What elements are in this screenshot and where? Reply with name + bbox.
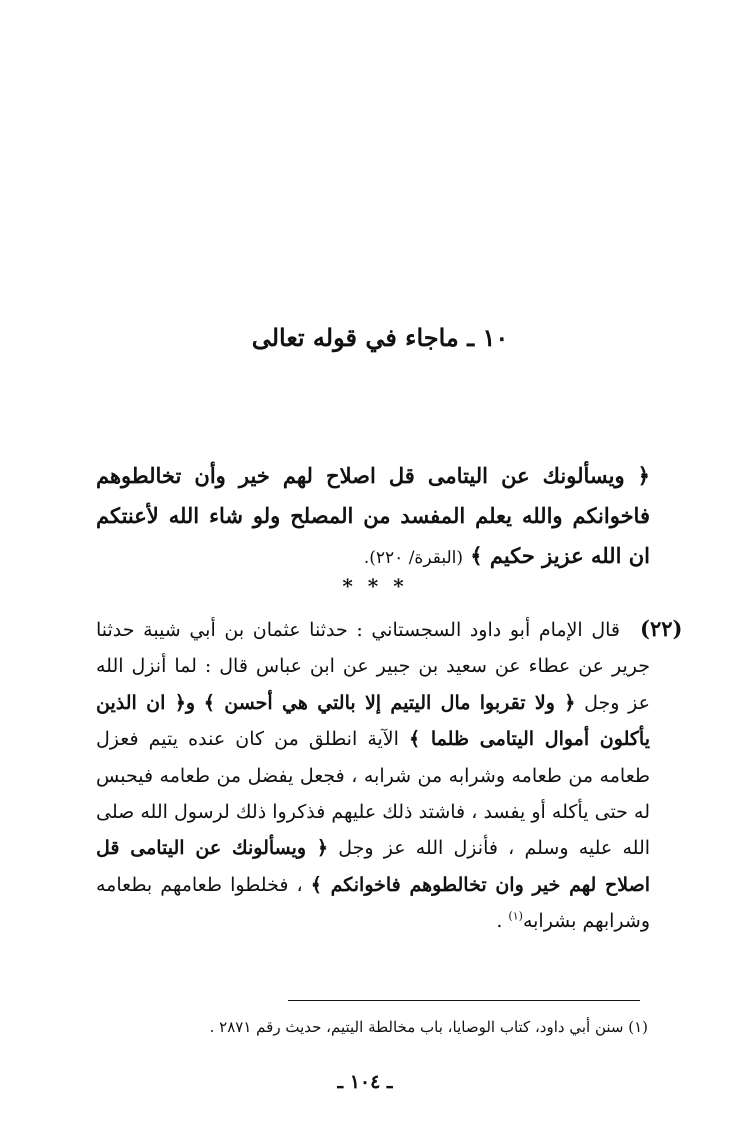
hadith-final: طعامهم بطعامه وشرابهم بشرابه	[96, 873, 650, 933]
hadith-conjunction: و	[185, 691, 196, 714]
section-separator: * * *	[342, 574, 408, 598]
footnote: (١) سنن أبي داود، كتاب الوصايا، باب مخالطة اليتيم، حديث رقم ٢٨٧١ .	[209, 1018, 648, 1036]
verse-reference: (البقرة/ ٢٢٠).	[363, 548, 463, 568]
hadith-continuation: ، فخلطوا	[230, 873, 303, 896]
hadith-paragraph	[96, 612, 650, 940]
hadith-narration: الآية انطلق من كان عنده يتيم فعزل طعامه من طعامه وشرابه من شرابه ، فجعل يفضل من طعامه فيحبس له حتى يأكله أو يفسد ، فاشتد ذلك عليهم فذكروا ذلك لرسول الله صلى الله عليه وسلم ، فأنزل الله عز وجل	[96, 728, 651, 860]
verse-text: ﴿ ويسألونك عن اليتامى قل اصلاح لهم خير وأن تخالطوهم فاخوانكم والله يعلم المفسد من المصلح ولو شاء الله لأعنتكم ان الله عزيز حكيم ﴾	[96, 463, 650, 568]
hadith-body	[96, 612, 650, 940]
footnote-marker: (١)	[508, 909, 523, 923]
hadith-quote-3: ﴿ ويسألونك عن اليتامى قل اصلاح لهم خير وان تخالطوهم فاخوانكم ﴾	[96, 837, 650, 896]
hadith-number: (٢٢)	[640, 616, 683, 641]
page-number: ـ ١٠٤ ـ	[337, 1071, 393, 1093]
hadith-end-mark: .	[496, 910, 503, 933]
hadith-quote-2: ﴿ ان الذين يأكلون أموال اليتامى ظلما ﴾	[96, 691, 650, 751]
footnote-divider	[288, 1000, 640, 1001]
quran-verse	[96, 456, 650, 578]
hadith-isnad: قال الإمام أبو داود السجستاني : حدثنا عثمان بن أبي شيبة حدثنا جرير عن عطاء عن سعيد بن جبير عن ابن عباس قال : لما أنزل الله عز وجل	[96, 619, 650, 714]
hadith-quote-1: ﴿ ولا تقربوا مال اليتيم إلا بالتي هي أحسن ﴾	[203, 691, 576, 714]
chapter-title: ١٠ ـ ماجاء في قوله تعالى	[251, 323, 509, 352]
